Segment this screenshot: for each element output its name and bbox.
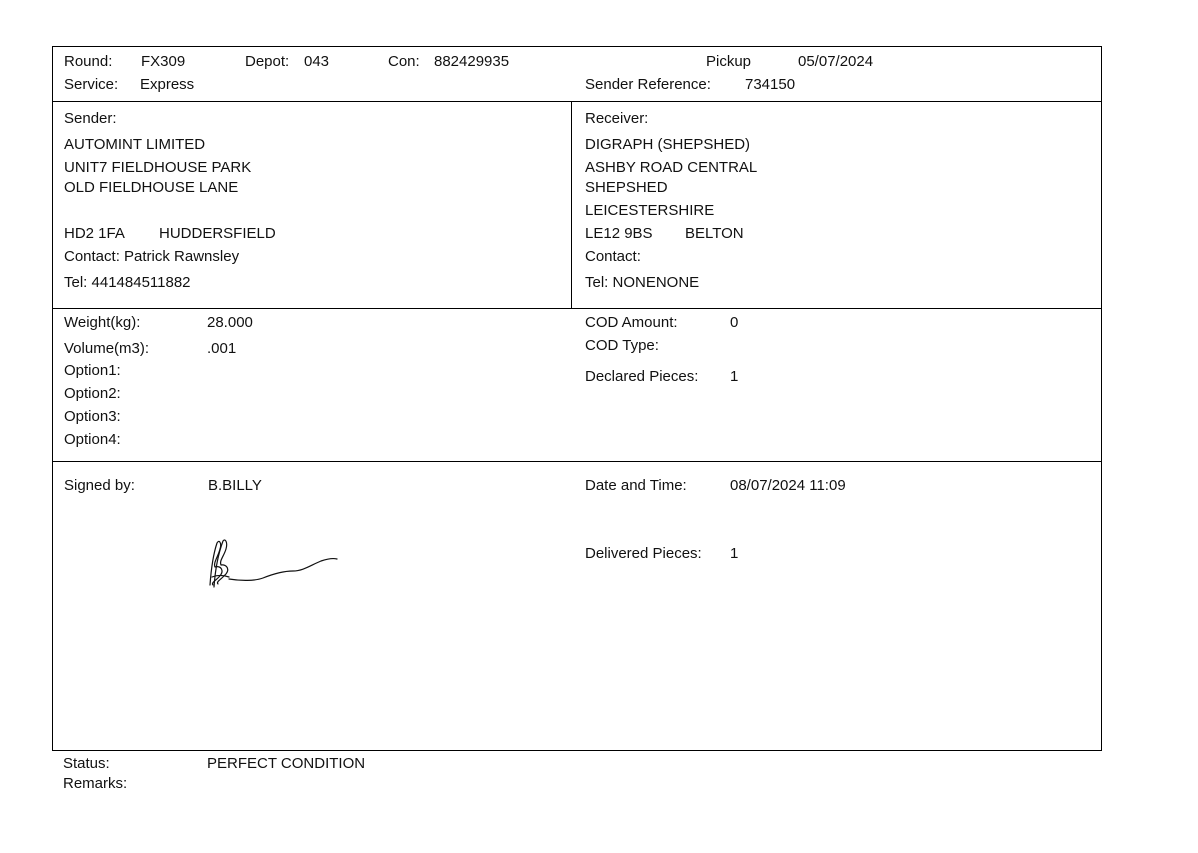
cod-type-label: COD Type: <box>585 337 659 354</box>
weight-value: 28.000 <box>207 314 253 331</box>
sender-reference-label: Sender Reference: <box>585 76 711 93</box>
divider-details <box>53 461 1101 462</box>
divider-sender-receiver <box>571 101 572 308</box>
con-label: Con: <box>388 53 420 70</box>
sender-line: OLD FIELDHOUSE LANE <box>64 179 239 196</box>
sender-contact: Contact: Patrick Rawnsley <box>64 248 240 265</box>
option2-label: Option2: <box>64 385 121 402</box>
signature-image <box>203 537 343 597</box>
receiver-line: ASHBY ROAD CENTRAL <box>585 159 758 176</box>
receiver-heading: Receiver: <box>585 110 649 127</box>
signed-by-label: Signed by: <box>64 477 135 494</box>
delivery-record-form <box>52 46 1102 751</box>
receiver-contact: Contact: <box>585 248 641 265</box>
pickup-date: 05/07/2024 <box>798 53 874 70</box>
declared-pieces-label: Declared Pieces: <box>585 368 699 385</box>
datetime-value: 08/07/2024 11:09 <box>730 477 846 494</box>
sender-tel: Tel: 441484511882 <box>64 274 191 291</box>
sender-line: UNIT7 FIELDHOUSE PARK <box>64 159 252 176</box>
divider-addresses <box>53 308 1101 309</box>
datetime-label: Date and Time: <box>585 477 687 494</box>
option3-label: Option3: <box>64 408 121 425</box>
sender-heading: Sender: <box>64 110 117 127</box>
receiver-postcode: LE12 9BS <box>585 225 653 242</box>
delivered-pieces-value: 1 <box>730 545 739 562</box>
declared-pieces-value: 1 <box>730 368 739 385</box>
status-label: Status: <box>63 755 110 772</box>
volume-value: .001 <box>207 340 237 357</box>
service-label: Service: <box>64 76 119 93</box>
round-label: Round: <box>64 53 113 70</box>
cod-amount-value: 0 <box>730 314 739 331</box>
cod-amount-label: COD Amount: <box>585 314 678 331</box>
receiver-line: DIGRAPH (SHEPSHED) <box>585 136 751 153</box>
remarks-label: Remarks: <box>63 775 128 792</box>
volume-label: Volume(m3): <box>64 340 150 357</box>
receiver-tel: Tel: NONENONE <box>585 274 700 291</box>
con-value: 882429935 <box>434 53 510 70</box>
sender-city: HUDDERSFIELD <box>159 225 276 242</box>
sender-postcode: HD2 1FA <box>64 225 125 242</box>
sender-line: AUTOMINT LIMITED <box>64 136 206 153</box>
round-value: FX309 <box>141 53 186 70</box>
option4-label: Option4: <box>64 431 121 448</box>
delivered-pieces-label: Delivered Pieces: <box>585 545 702 562</box>
receiver-city: BELTON <box>685 225 744 242</box>
receiver-line: LEICESTERSHIRE <box>585 202 715 219</box>
sender-reference-value: 734150 <box>745 76 796 93</box>
option1-label: Option1: <box>64 362 121 379</box>
service-value: Express <box>140 76 195 93</box>
signed-by-value: B.BILLY <box>208 477 262 494</box>
receiver-line: SHEPSHED <box>585 179 668 196</box>
divider-header <box>53 101 1101 102</box>
pickup-label: Pickup <box>706 53 752 70</box>
status-value: PERFECT CONDITION <box>207 755 366 772</box>
weight-label: Weight(kg): <box>64 314 141 331</box>
depot-value: 043 <box>304 53 330 70</box>
depot-label: Depot: <box>245 53 290 70</box>
